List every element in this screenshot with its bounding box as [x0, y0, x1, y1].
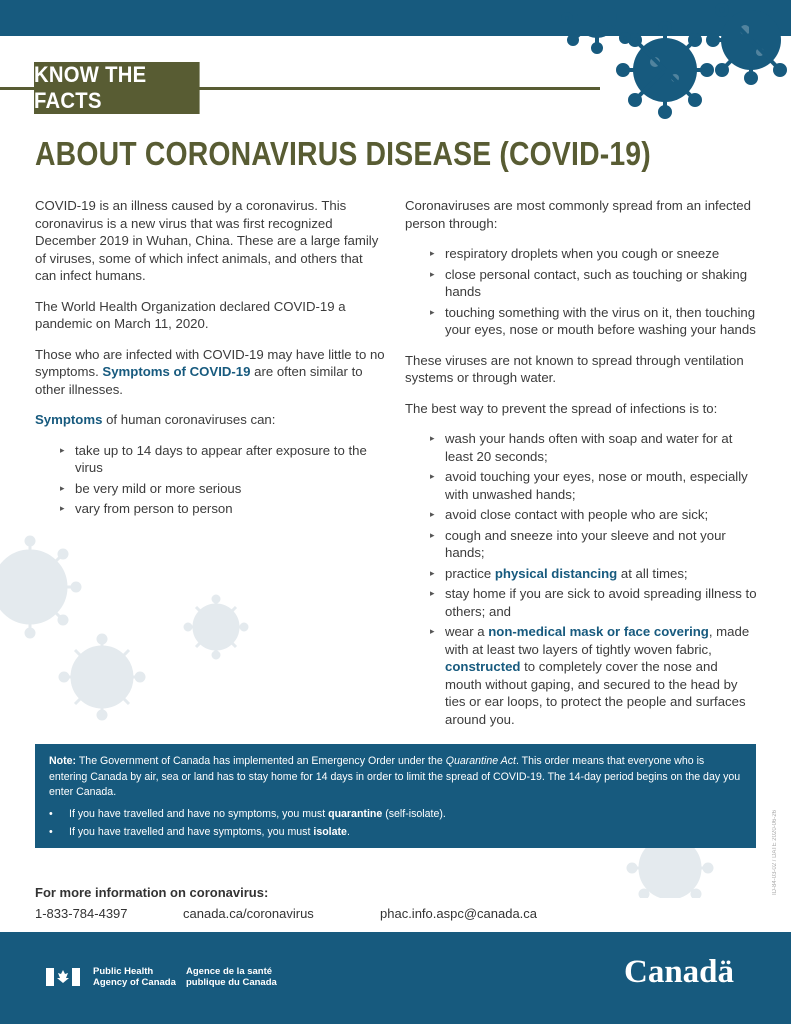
- bullet-icon: •: [49, 807, 53, 820]
- more-info-title: For more information on coronavirus:: [35, 885, 269, 900]
- list-item: • If you have travelled and have no symptoms, you must quarantine (self-isolate).: [49, 807, 742, 823]
- list-item: ▸ respiratory droplets when you cough or sneeze: [430, 246, 720, 261]
- website-link[interactable]: canada.ca/coronavirus: [183, 906, 314, 921]
- bullet-icon: ▸: [430, 433, 435, 443]
- bullet-icon: ▸: [430, 626, 435, 636]
- mask-link[interactable]: non-medical mask or face covering: [488, 624, 709, 639]
- bullet-icon: ▸: [430, 529, 435, 540]
- symptoms-list: [60, 442, 385, 518]
- spread-paragraph: Coronaviruses are most commonly spread from an infected person through:: [405, 198, 751, 231]
- know-the-facts-badge: KNOW THE FACTS: [34, 62, 200, 114]
- list-item: ▸ cough and sneeze into your sleeve and not your hands;: [430, 527, 726, 560]
- canada-wordmark: Canadä: [624, 954, 735, 990]
- bullet-icon: ▸: [430, 248, 435, 258]
- bullet-icon: ▸: [430, 306, 435, 317]
- right-column: [405, 197, 757, 741]
- bullet-icon: ▸: [60, 482, 65, 493]
- bullet-icon: ▸: [60, 444, 65, 455]
- symptoms-link[interactable]: Symptoms: [35, 412, 103, 427]
- page-title: ABOUT CORONAVIRUS DISEASE (COVID-19): [35, 135, 651, 172]
- list-item: ▸ close personal contact, such as touching or shaking hands: [430, 266, 748, 299]
- symptoms-intro: Symptoms of human coronaviruses can:: [35, 412, 276, 427]
- physical-distancing-link[interactable]: physical distancing: [494, 565, 618, 581]
- bullet-icon: ▸: [60, 503, 65, 513]
- prevention-list: [430, 430, 757, 728]
- note-box: [35, 744, 756, 848]
- bullet-icon: •: [49, 826, 53, 838]
- agency-name-en: Public Health Agency of Canada: [93, 966, 176, 988]
- list-item: ▸ practice physical distancing at all times;: [430, 565, 688, 581]
- constructed-link[interactable]: constructed: [445, 659, 521, 674]
- list-item: ▸ wash your hands often with soap and water for at least 20 seconds;: [430, 431, 733, 464]
- symptoms-paragraph: Those who are infected with COVID-19 may have little to no symptoms. Symptoms of COVID-19 are often similar to other illnesses.: [35, 346, 385, 397]
- list-item: ▸ take up to 14 days to appear after exposure to the virus: [60, 442, 367, 475]
- bullet-icon: ▸: [430, 567, 435, 578]
- who-paragraph: The World Health Organization declared COVID-19 a pandemic on March 11, 2020.: [35, 298, 346, 331]
- bullet-icon: ▸: [430, 509, 435, 519]
- virus-illustration-top: [555, 0, 791, 125]
- list-item: ▸ touching something with the virus on it, then touching your eyes, nose or mouth before washing your hands: [430, 304, 756, 337]
- list-item: • If you have travelled and have symptoms, you must isolate.: [49, 825, 742, 841]
- virus-illustration-left: [0, 535, 260, 725]
- bullet-icon: ▸: [430, 268, 435, 279]
- footer-band: [0, 932, 791, 1024]
- document-id: ID-84-03-02 / DATE 2020-06-26: [772, 810, 778, 895]
- canada-flag-icon: [46, 968, 80, 986]
- left-column: [35, 197, 385, 531]
- email-link[interactable]: phac.info.aspc@canada.ca: [380, 906, 538, 921]
- list-item: ▸ wear a non-medical mask or face covering, made with at least two layers of tightly woven fabric, constructed to completely cover the nose and mouth without gaping, and secured to the head by ties or ear loops, to protect the people and surfaces around you.: [430, 624, 750, 727]
- spread-list: [430, 245, 757, 339]
- symptoms-of-covid-link[interactable]: Symptoms of COVID-19: [102, 364, 251, 379]
- intro-paragraph: COVID-19 is an illness caused by a coronavirus. This coronavirus is a new virus that was first recognized December 2019 in Wuhan, China. These are a large family of viruses, some of which infect animals, and others that can infect humans.: [35, 198, 379, 283]
- list-item: ▸ avoid touching your eyes, nose or mouth, especially with unwashed hands;: [430, 469, 748, 502]
- agency-name-fr: Agence de la santé publique du Canada: [186, 966, 277, 988]
- phone-number[interactable]: 1-833-784-4397: [35, 906, 128, 921]
- list-item: ▸ avoid close contact with people who are sick;: [430, 507, 709, 522]
- note-text: Note: The Government of Canada has implemented an Emergency Order under the Quarantine Act. This order means that everyone who is entering Canada by air, sea or land has to stay home for 14 days in order to limit the spread of COVID-19. The 14-day period begins on the day you enter Canada.: [49, 755, 741, 798]
- virus-illustration-bottom-right: [620, 848, 720, 898]
- list-item: ▸ stay home if you are sick to avoid spreading illness to others; and: [430, 586, 757, 619]
- note-list: [49, 807, 742, 841]
- ventilation-paragraph: These viruses are not known to spread through ventilation systems or through water.: [405, 352, 744, 385]
- bullet-icon: ▸: [430, 471, 435, 481]
- bullet-icon: ▸: [430, 588, 435, 598]
- list-item: ▸ be very mild or more serious: [60, 480, 242, 496]
- prevention-paragraph: The best way to prevent the spread of infections is to:: [405, 400, 718, 416]
- list-item: ▸ vary from person to person: [60, 501, 233, 516]
